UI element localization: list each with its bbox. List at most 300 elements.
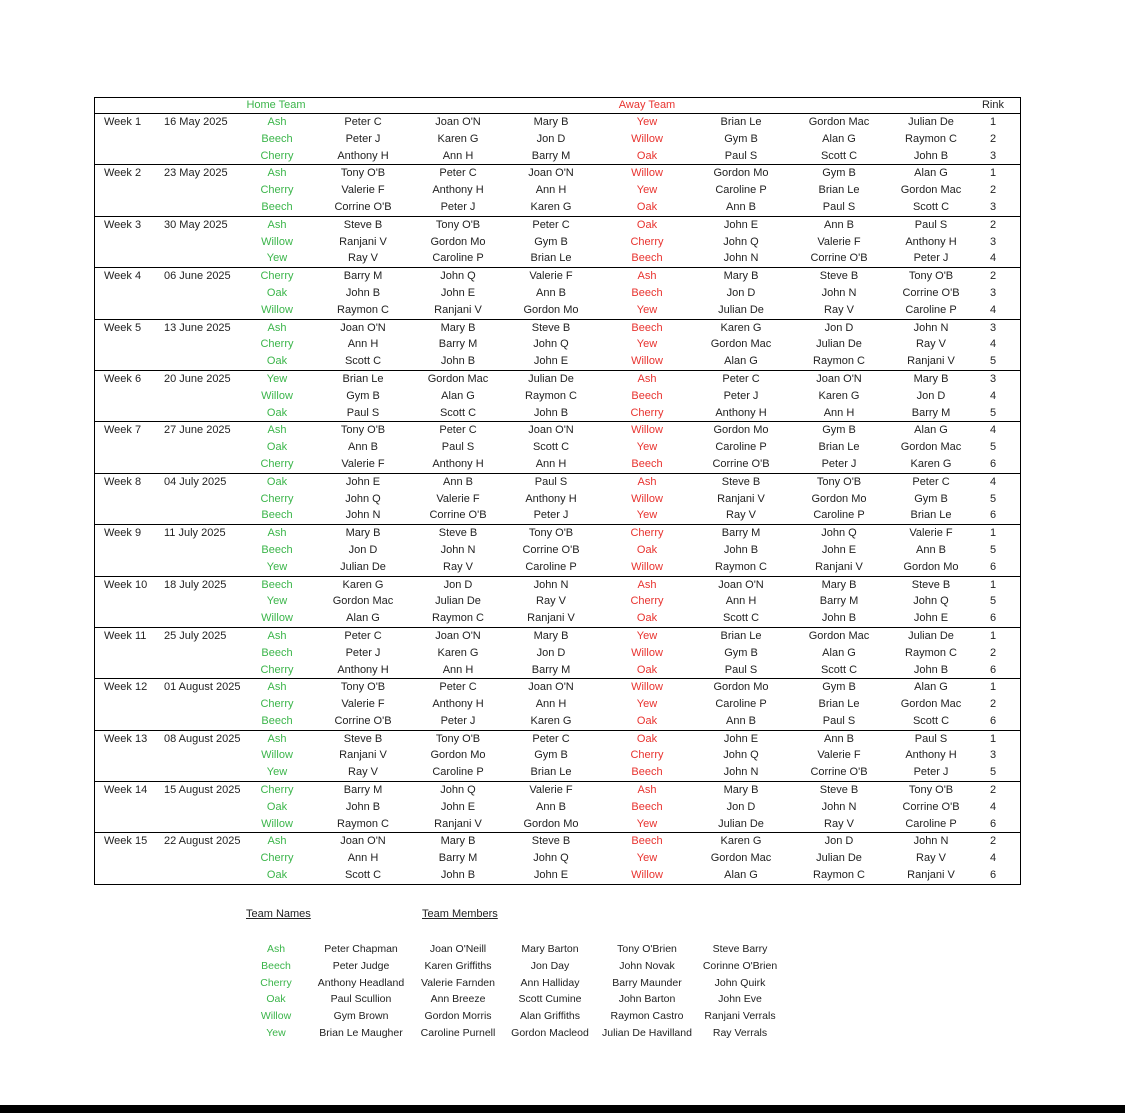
away-player: Corrine O'B bbox=[902, 286, 960, 299]
home-player: Paul S bbox=[346, 406, 380, 419]
home-player: Mary B bbox=[533, 116, 569, 128]
home-team-name: Cherry bbox=[260, 457, 294, 470]
away-player: Gordon Mac bbox=[900, 184, 962, 197]
match-row bbox=[95, 577, 1020, 594]
match-row bbox=[95, 148, 1020, 165]
week-date: 08 August 2025 bbox=[164, 732, 241, 745]
home-player: Ann B bbox=[348, 441, 378, 454]
away-player: John B bbox=[821, 612, 857, 625]
home-player: Valerie F bbox=[341, 698, 385, 711]
home-player: John E bbox=[440, 800, 476, 813]
away-player: Brian Le bbox=[720, 629, 762, 642]
away-player: Caroline P bbox=[715, 698, 767, 711]
home-team-name: Beech bbox=[261, 714, 293, 727]
rink-number: 6 bbox=[989, 714, 997, 727]
home-player: Ray V bbox=[536, 595, 566, 608]
away-player: Steve B bbox=[721, 475, 761, 488]
away-player: Corrine O'B bbox=[712, 457, 770, 470]
away-player: Karen G bbox=[720, 321, 762, 334]
week-label: Week 13 bbox=[104, 732, 148, 745]
away-player: Barry M bbox=[819, 595, 859, 608]
match-row bbox=[95, 850, 1020, 867]
home-team-name: Cherry bbox=[260, 149, 294, 162]
away-team-name: Ash bbox=[637, 578, 657, 591]
match-row bbox=[95, 388, 1020, 405]
away-player: Scott C bbox=[912, 714, 950, 727]
away-player: Alan G bbox=[914, 681, 948, 694]
rink-number: 3 bbox=[989, 200, 997, 213]
away-player: John B bbox=[913, 663, 949, 676]
home-player: Valerie F bbox=[529, 784, 573, 797]
away-team-name: Beech bbox=[631, 800, 663, 813]
home-player: Julian De bbox=[340, 560, 386, 573]
away-player: Alan G bbox=[914, 167, 948, 180]
home-player: Julian De bbox=[435, 595, 481, 608]
home-player: John Q bbox=[533, 338, 569, 351]
rink-number: 4 bbox=[989, 475, 997, 488]
week-label: Week 9 bbox=[104, 527, 142, 540]
home-team-name: Willow bbox=[261, 749, 293, 762]
rink-number: 4 bbox=[989, 338, 997, 351]
away-player: John E bbox=[821, 543, 857, 556]
home-player: Peter J bbox=[345, 132, 381, 145]
match-row bbox=[95, 320, 1020, 337]
home-player: Peter J bbox=[440, 714, 476, 727]
home-player: Jon D bbox=[348, 543, 378, 556]
away-player: Gordon Mac bbox=[808, 116, 870, 128]
home-player: Scott C bbox=[344, 869, 382, 882]
home-player: Caroline P bbox=[525, 560, 577, 573]
away-player: Corrine O'B bbox=[810, 252, 868, 265]
away-player: Ray V bbox=[726, 509, 756, 522]
home-player: Ann B bbox=[536, 800, 566, 813]
rink-number: 1 bbox=[989, 527, 997, 540]
week-date: 27 June 2025 bbox=[164, 424, 231, 437]
away-player: John Q bbox=[913, 595, 949, 608]
away-team-name: Yew bbox=[636, 441, 658, 454]
week-date: 15 August 2025 bbox=[164, 784, 241, 797]
home-player: Caroline P bbox=[432, 766, 484, 779]
rink-number: 6 bbox=[989, 560, 997, 573]
match-row bbox=[95, 713, 1020, 730]
away-player: Julian De bbox=[718, 817, 764, 830]
away-player: Caroline P bbox=[905, 817, 957, 830]
home-team-name: Oak bbox=[266, 800, 288, 813]
legend-team-member: Corinne O'Brien bbox=[702, 959, 778, 972]
away-team-name: Willow bbox=[631, 355, 663, 368]
legend-team-member: Steve Barry bbox=[712, 943, 768, 955]
away-player: Barry M bbox=[721, 527, 761, 540]
away-player: Ann B bbox=[726, 200, 756, 213]
week-date: 06 June 2025 bbox=[164, 270, 231, 283]
away-player: Jon D bbox=[726, 800, 756, 813]
home-player: Karen G bbox=[530, 200, 572, 213]
rink-number: 2 bbox=[989, 184, 997, 197]
rink-number: 5 bbox=[989, 492, 997, 505]
rink-number: 6 bbox=[989, 663, 997, 676]
away-player: Gym B bbox=[914, 492, 948, 505]
away-player: Karen G bbox=[720, 835, 762, 848]
rink-number: 5 bbox=[989, 766, 997, 779]
away-player: Ann B bbox=[916, 543, 946, 556]
home-player: Ann H bbox=[347, 852, 379, 865]
legend-team-member: Mary Barton bbox=[521, 943, 579, 955]
legend-team-member: Peter Chapman bbox=[324, 943, 398, 955]
away-team-name: Yew bbox=[636, 698, 658, 711]
rink-number: 3 bbox=[989, 749, 997, 762]
away-player: Paul S bbox=[822, 200, 856, 213]
home-player: Raymon C bbox=[525, 389, 577, 402]
home-player: Corrine O'B bbox=[522, 543, 580, 556]
legend-team-member: John Eve bbox=[718, 993, 762, 1006]
home-player: Joan O'N bbox=[528, 424, 574, 437]
away-player: Brian Le bbox=[818, 184, 860, 197]
rink-number: 3 bbox=[989, 372, 997, 385]
home-team-name: Yew bbox=[266, 766, 288, 779]
rink-number: 4 bbox=[989, 424, 997, 437]
away-player: Anthony H bbox=[715, 406, 767, 419]
home-player: Ann H bbox=[535, 184, 567, 197]
home-player: Alan G bbox=[441, 389, 475, 402]
home-player: Joan O'N bbox=[340, 835, 386, 848]
home-player: John E bbox=[440, 286, 476, 299]
away-team-name: Ash bbox=[637, 475, 657, 488]
away-player: Gordon Mac bbox=[900, 441, 962, 454]
away-player: Brian Le bbox=[720, 116, 762, 128]
away-team-name: Willow bbox=[631, 560, 663, 573]
home-player: Scott C bbox=[344, 355, 382, 368]
away-team-name: Oak bbox=[636, 149, 658, 162]
home-player: Caroline P bbox=[432, 252, 484, 265]
away-player: John Q bbox=[723, 235, 759, 248]
away-team-name: Yew bbox=[636, 629, 658, 642]
rink-number: 2 bbox=[989, 270, 997, 283]
week-date: 22 August 2025 bbox=[164, 835, 241, 848]
legend-team-name: Beech bbox=[261, 959, 291, 972]
legend-team-member: John Barton bbox=[618, 993, 676, 1006]
week-block bbox=[95, 217, 1020, 268]
match-row bbox=[95, 628, 1020, 645]
home-player: Ann H bbox=[442, 663, 474, 676]
home-player: Joan O'N bbox=[528, 681, 574, 694]
match-row bbox=[95, 525, 1020, 542]
home-team-name: Cherry bbox=[260, 852, 294, 865]
away-player: Ranjani V bbox=[717, 492, 765, 505]
week-label: Week 6 bbox=[104, 372, 142, 385]
week-block bbox=[95, 628, 1020, 679]
home-team-name: Cherry bbox=[260, 492, 294, 505]
away-player: Alan G bbox=[914, 424, 948, 437]
away-player: Paul S bbox=[914, 218, 948, 231]
match-row bbox=[95, 662, 1020, 679]
week-label: Week 3 bbox=[104, 218, 142, 231]
rink-number: 5 bbox=[989, 543, 997, 556]
rink-number: 2 bbox=[989, 218, 997, 231]
away-player: Gordon Mo bbox=[713, 681, 769, 694]
home-player: Karen G bbox=[437, 646, 479, 659]
week-date: 16 May 2025 bbox=[164, 116, 228, 128]
away-player: Peter J bbox=[913, 766, 949, 779]
week-date: 04 July 2025 bbox=[164, 475, 227, 488]
week-date: 30 May 2025 bbox=[164, 218, 228, 231]
away-player: John N bbox=[821, 800, 857, 813]
home-player: Ann B bbox=[536, 286, 566, 299]
week-block bbox=[95, 679, 1020, 730]
away-player: Tony O'B bbox=[908, 270, 954, 283]
away-team-name: Beech bbox=[631, 766, 663, 779]
away-player: Caroline P bbox=[813, 509, 865, 522]
legend-team-member: Brian Le Maugher bbox=[319, 1027, 403, 1039]
home-team-name: Beech bbox=[261, 543, 293, 556]
match-row bbox=[95, 782, 1020, 799]
rink-number: 1 bbox=[989, 578, 997, 591]
home-player: Ranjani V bbox=[339, 235, 387, 248]
rink-number: 6 bbox=[989, 869, 997, 882]
away-team-name: Yew bbox=[636, 303, 658, 316]
match-row bbox=[95, 593, 1020, 610]
rink-number: 1 bbox=[989, 116, 997, 128]
home-player: Steve B bbox=[343, 732, 383, 745]
away-player: Anthony H bbox=[905, 235, 957, 248]
home-player: Karen G bbox=[437, 132, 479, 145]
away-team-name: Beech bbox=[631, 321, 663, 334]
home-player: John B bbox=[440, 355, 476, 368]
legend-team-name: Cherry bbox=[260, 976, 292, 989]
home-player: Gordon Mo bbox=[523, 817, 579, 830]
home-player: Ranjani V bbox=[527, 612, 575, 625]
home-player: Steve B bbox=[531, 321, 571, 334]
away-player: Steve B bbox=[819, 270, 859, 283]
week-label: Week 12 bbox=[104, 681, 148, 694]
away-player: Valerie F bbox=[909, 527, 953, 540]
week-label: Week 4 bbox=[104, 270, 142, 283]
legend-team-member: Ann Breeze bbox=[430, 993, 486, 1006]
away-player: Gordon Mac bbox=[710, 338, 772, 351]
away-player: Alan G bbox=[724, 355, 758, 368]
away-team-name: Cherry bbox=[630, 749, 664, 762]
home-team-name: Oak bbox=[266, 441, 288, 454]
home-player: Peter C bbox=[344, 116, 382, 128]
away-player: Julian De bbox=[908, 116, 954, 128]
legend-team-member: Anthony Headland bbox=[317, 976, 405, 989]
away-player: Raymon C bbox=[813, 869, 865, 882]
home-team-name: Beech bbox=[261, 646, 293, 659]
away-player: Julian De bbox=[816, 852, 862, 865]
home-team-name: Beech bbox=[261, 200, 293, 213]
home-player: Tony O'B bbox=[435, 732, 481, 745]
rink-number: 3 bbox=[989, 149, 997, 162]
away-player: Ray V bbox=[916, 338, 946, 351]
home-player: Jon D bbox=[536, 132, 566, 145]
away-player: Gym B bbox=[724, 646, 758, 659]
home-player: John Q bbox=[345, 492, 381, 505]
rink-number: 1 bbox=[989, 629, 997, 642]
away-player: Peter J bbox=[723, 389, 759, 402]
away-team-name: Yew bbox=[636, 817, 658, 830]
match-row bbox=[95, 422, 1020, 439]
away-team-name: Ash bbox=[637, 270, 657, 283]
away-player: Mary B bbox=[723, 784, 759, 797]
home-team-name: Beech bbox=[261, 509, 293, 522]
home-player: Ann B bbox=[443, 475, 473, 488]
home-player: Anthony H bbox=[432, 184, 484, 197]
week-block bbox=[95, 422, 1020, 473]
week-date: 11 July 2025 bbox=[164, 527, 226, 540]
home-player: Valerie F bbox=[341, 184, 385, 197]
home-team-name: Cherry bbox=[260, 784, 294, 797]
legend-team-member: Tony O'Brien bbox=[617, 943, 677, 955]
match-row bbox=[95, 833, 1020, 850]
away-player: Gordon Mo bbox=[713, 167, 769, 180]
home-team-name: Ash bbox=[267, 732, 287, 745]
rink-number: 1 bbox=[989, 167, 997, 180]
away-player: Julian De bbox=[816, 338, 862, 351]
home-player: Barry M bbox=[343, 270, 383, 283]
away-player: Scott C bbox=[912, 200, 950, 213]
home-player: John B bbox=[440, 869, 476, 882]
week-label: Week 8 bbox=[104, 475, 142, 488]
home-team-name: Oak bbox=[266, 869, 288, 882]
match-row bbox=[95, 302, 1020, 319]
away-player: Karen G bbox=[818, 389, 860, 402]
rink-number: 1 bbox=[989, 681, 997, 694]
rink-number: 4 bbox=[989, 800, 997, 813]
legend-team-member: Julian De Havilland bbox=[602, 1027, 692, 1039]
away-player: Gordon Mac bbox=[710, 852, 772, 865]
week-date: 23 May 2025 bbox=[164, 167, 228, 180]
rink-number: 2 bbox=[989, 132, 997, 145]
away-team-name: Cherry bbox=[630, 527, 664, 540]
home-player: Mary B bbox=[440, 835, 476, 848]
match-row bbox=[95, 268, 1020, 285]
home-team-name: Ash bbox=[267, 527, 287, 540]
away-player: Paul S bbox=[914, 732, 948, 745]
legend-team-member: Ray Verrals bbox=[712, 1027, 768, 1039]
home-player: Steve B bbox=[531, 835, 571, 848]
home-player: Gym B bbox=[534, 749, 568, 762]
legend-team-member: Gym Brown bbox=[333, 1010, 389, 1023]
legend-team-member: Paul Scullion bbox=[330, 993, 392, 1006]
match-row bbox=[95, 439, 1020, 456]
match-row bbox=[95, 182, 1020, 199]
away-player: John E bbox=[913, 612, 949, 625]
home-player: Barry M bbox=[343, 784, 383, 797]
home-player: John B bbox=[345, 800, 381, 813]
away-player: Caroline P bbox=[715, 441, 767, 454]
home-player: Brian Le bbox=[342, 372, 384, 385]
away-player: Anthony H bbox=[905, 749, 957, 762]
match-row bbox=[95, 731, 1020, 748]
week-date: 18 July 2025 bbox=[164, 578, 227, 591]
legend-team-member: John Quirk bbox=[714, 976, 766, 989]
away-player: John N bbox=[723, 766, 759, 779]
home-player: Joan O'N bbox=[528, 167, 574, 180]
away-team-name: Yew bbox=[636, 852, 658, 865]
home-player: John N bbox=[345, 509, 381, 522]
rink-number: 5 bbox=[989, 441, 997, 454]
home-player: Barry M bbox=[438, 852, 478, 865]
away-player: Jon D bbox=[726, 286, 756, 299]
home-player: John N bbox=[533, 578, 569, 591]
rink-header: Rink bbox=[981, 99, 1005, 111]
away-player: Julian De bbox=[908, 629, 954, 642]
home-player: Ray V bbox=[348, 252, 378, 265]
legend-team-member: Ranjani Verrals bbox=[704, 1010, 776, 1023]
away-player: Gordon Mac bbox=[900, 698, 962, 711]
away-team-name: Cherry bbox=[630, 235, 664, 248]
home-player: Tony O'B bbox=[340, 681, 386, 694]
rink-number: 6 bbox=[989, 612, 997, 625]
away-player: Ray V bbox=[916, 852, 946, 865]
home-player: Peter C bbox=[532, 218, 570, 231]
match-row bbox=[95, 747, 1020, 764]
away-team-name: Yew bbox=[636, 509, 658, 522]
away-player: Scott C bbox=[820, 149, 858, 162]
home-player: Gordon Mac bbox=[332, 595, 394, 608]
away-player: Valerie F bbox=[817, 235, 861, 248]
rink-number: 5 bbox=[989, 595, 997, 608]
home-team-name: Cherry bbox=[260, 184, 294, 197]
week-block bbox=[95, 268, 1020, 319]
home-player: Corrine O'B bbox=[334, 200, 392, 213]
rink-number: 5 bbox=[989, 406, 997, 419]
home-team-name: Oak bbox=[266, 406, 288, 419]
home-player: Mary B bbox=[345, 527, 381, 540]
week-block bbox=[95, 320, 1020, 371]
away-player: Caroline P bbox=[715, 184, 767, 197]
home-team-name: Ash bbox=[267, 218, 287, 231]
away-player: Paul S bbox=[822, 714, 856, 727]
home-player: Brian Le bbox=[530, 252, 572, 265]
week-block bbox=[95, 114, 1020, 165]
away-player: Gym B bbox=[822, 167, 856, 180]
away-player: Ray V bbox=[824, 303, 854, 316]
legend-team-member: Caroline Purnell bbox=[420, 1027, 496, 1039]
week-label: Week 1 bbox=[104, 116, 142, 128]
home-player: Peter J bbox=[345, 646, 381, 659]
home-team-name: Ash bbox=[267, 424, 287, 437]
home-team-name: Willow bbox=[261, 612, 293, 625]
home-team-name: Beech bbox=[261, 578, 293, 591]
away-player: Jon D bbox=[916, 389, 946, 402]
away-player: Brian Le bbox=[818, 441, 860, 454]
home-player: Valerie F bbox=[341, 457, 385, 470]
home-player: Anthony H bbox=[525, 492, 577, 505]
home-player: Julian De bbox=[528, 372, 574, 385]
home-player: Karen G bbox=[530, 714, 572, 727]
home-player: Jon D bbox=[536, 646, 566, 659]
legend-team-name: Oak bbox=[266, 993, 286, 1006]
home-player: Tony O'B bbox=[528, 527, 574, 540]
away-player: John E bbox=[723, 218, 759, 231]
away-player: John N bbox=[821, 286, 857, 299]
week-label: Week 7 bbox=[104, 424, 142, 437]
home-player: John Q bbox=[440, 784, 476, 797]
match-row bbox=[95, 696, 1020, 713]
home-player: Brian Le bbox=[530, 766, 572, 779]
home-player: Tony O'B bbox=[340, 424, 386, 437]
home-player: Paul S bbox=[534, 475, 568, 488]
home-player: Barry M bbox=[438, 338, 478, 351]
away-player: Mary B bbox=[913, 372, 949, 385]
week-date: 20 June 2025 bbox=[164, 372, 231, 385]
away-player: Ranjani V bbox=[907, 355, 955, 368]
away-player: Peter C bbox=[722, 372, 760, 385]
match-row bbox=[95, 456, 1020, 473]
home-player: Peter C bbox=[439, 681, 477, 694]
away-player: Ray V bbox=[824, 817, 854, 830]
week-label: Week 14 bbox=[104, 784, 148, 797]
